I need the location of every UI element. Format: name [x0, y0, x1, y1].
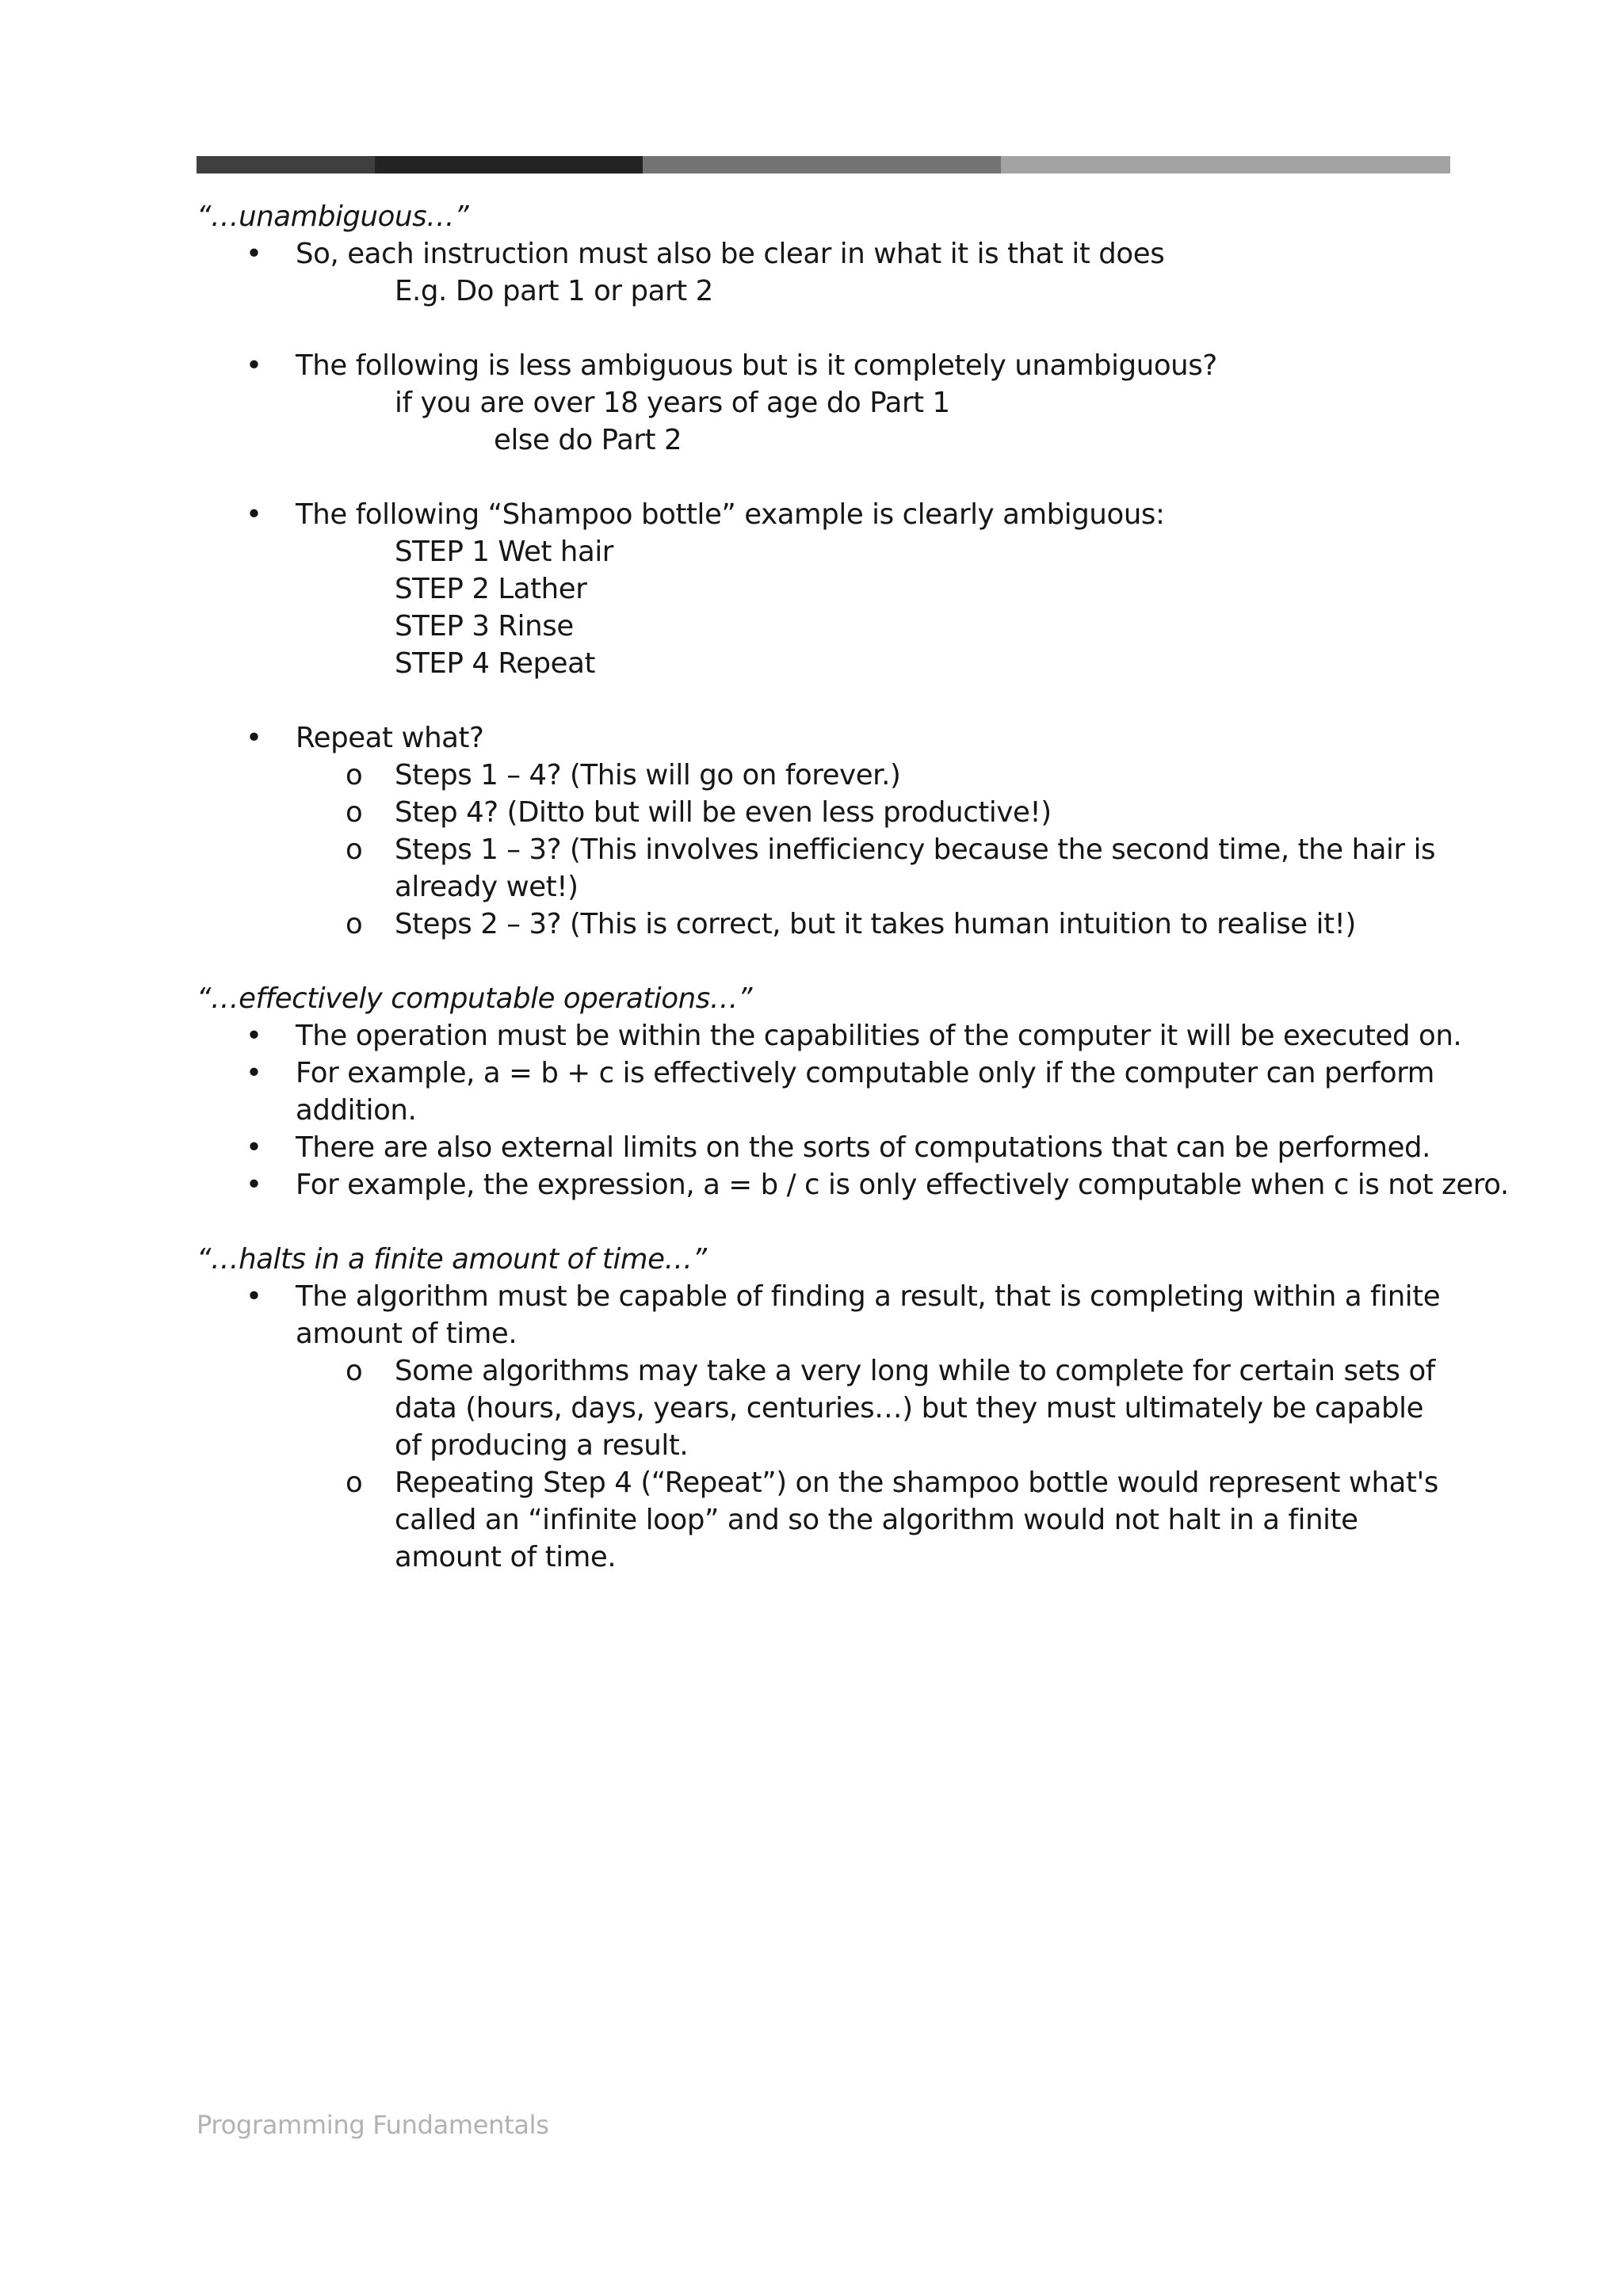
page-footer: Programming Fundamentals — [197, 2110, 549, 2140]
sub-bullet-item: o Steps 1 – 3? (This involves inefficiency because the second time, the hair is already wet!) — [197, 831, 1450, 906]
section-heading-halts: “…halts in a finite amount of time…” — [197, 1243, 707, 1276]
sub-bullet-item: o Repeating Step 4 (“Repeat”) on the shampoo bottle would represent what's called an “infinite loop” and so the algorithm would not halt in a finite amount of time. — [197, 1464, 1450, 1576]
example-line: else do Part 2 — [494, 424, 682, 456]
bullet-item: • The following “Shampoo bottle” example is clearly ambiguous: — [197, 496, 1450, 533]
bullet-item: • Repeat what? — [197, 719, 1450, 757]
shampoo-step: STEP 4 Repeat — [395, 647, 595, 680]
header-bar-segment — [643, 156, 1001, 174]
bullet-item: • The following is less ambiguous but is it completely unambiguous? — [197, 347, 1450, 384]
header-bar-segment — [1001, 156, 1450, 174]
bullet-item: • For example, a = b + c is effectively computable only if the computer can perform addition. — [197, 1055, 1450, 1129]
example-line: if you are over 18 years of age do Part 1 — [395, 387, 950, 419]
bullet-item: • For example, the expression, a = b / c is only effectively computable when c is not zero. — [197, 1166, 1450, 1203]
header-bar-segment — [197, 156, 375, 174]
sub-bullet-item: o Steps 2 – 3? (This is correct, but it takes human intuition to realise it!) — [197, 906, 1450, 943]
header-decorative-bar — [197, 156, 1450, 174]
document-body — [197, 198, 1509, 1576]
sub-bullet-item: o Steps 1 – 4? (This will go on forever.) — [197, 757, 1450, 794]
shampoo-step: STEP 3 Rinse — [395, 610, 574, 643]
shampoo-step: STEP 1 Wet hair — [395, 536, 613, 568]
bullet-item: • There are also external limits on the sorts of computations that can be performed. — [197, 1129, 1450, 1166]
bullet-item: • The algorithm must be capable of finding a result, that is completing within a finite amount of time. — [197, 1278, 1450, 1352]
bullet-item: • The operation must be within the capabilities of the computer it will be executed on. — [197, 1017, 1450, 1055]
bullet-item: • So, each instruction must also be clear in what it is that it does — [197, 235, 1450, 273]
shampoo-step: STEP 2 Lather — [395, 573, 587, 605]
sub-bullet-item: o Step 4? (Ditto but will be even less productive!) — [197, 794, 1450, 831]
section-heading-computable: “…effectively computable operations…” — [197, 982, 752, 1015]
section-heading-unambiguous: “…unambiguous…” — [197, 200, 469, 233]
header-bar-segment — [375, 156, 643, 174]
example-line: E.g. Do part 1 or part 2 — [395, 275, 713, 307]
sub-bullet-item: o Some algorithms may take a very long while to complete for certain sets of data (hours, days, years, centuries…) but they must ultimately be capable of producing a result. — [197, 1352, 1450, 1464]
